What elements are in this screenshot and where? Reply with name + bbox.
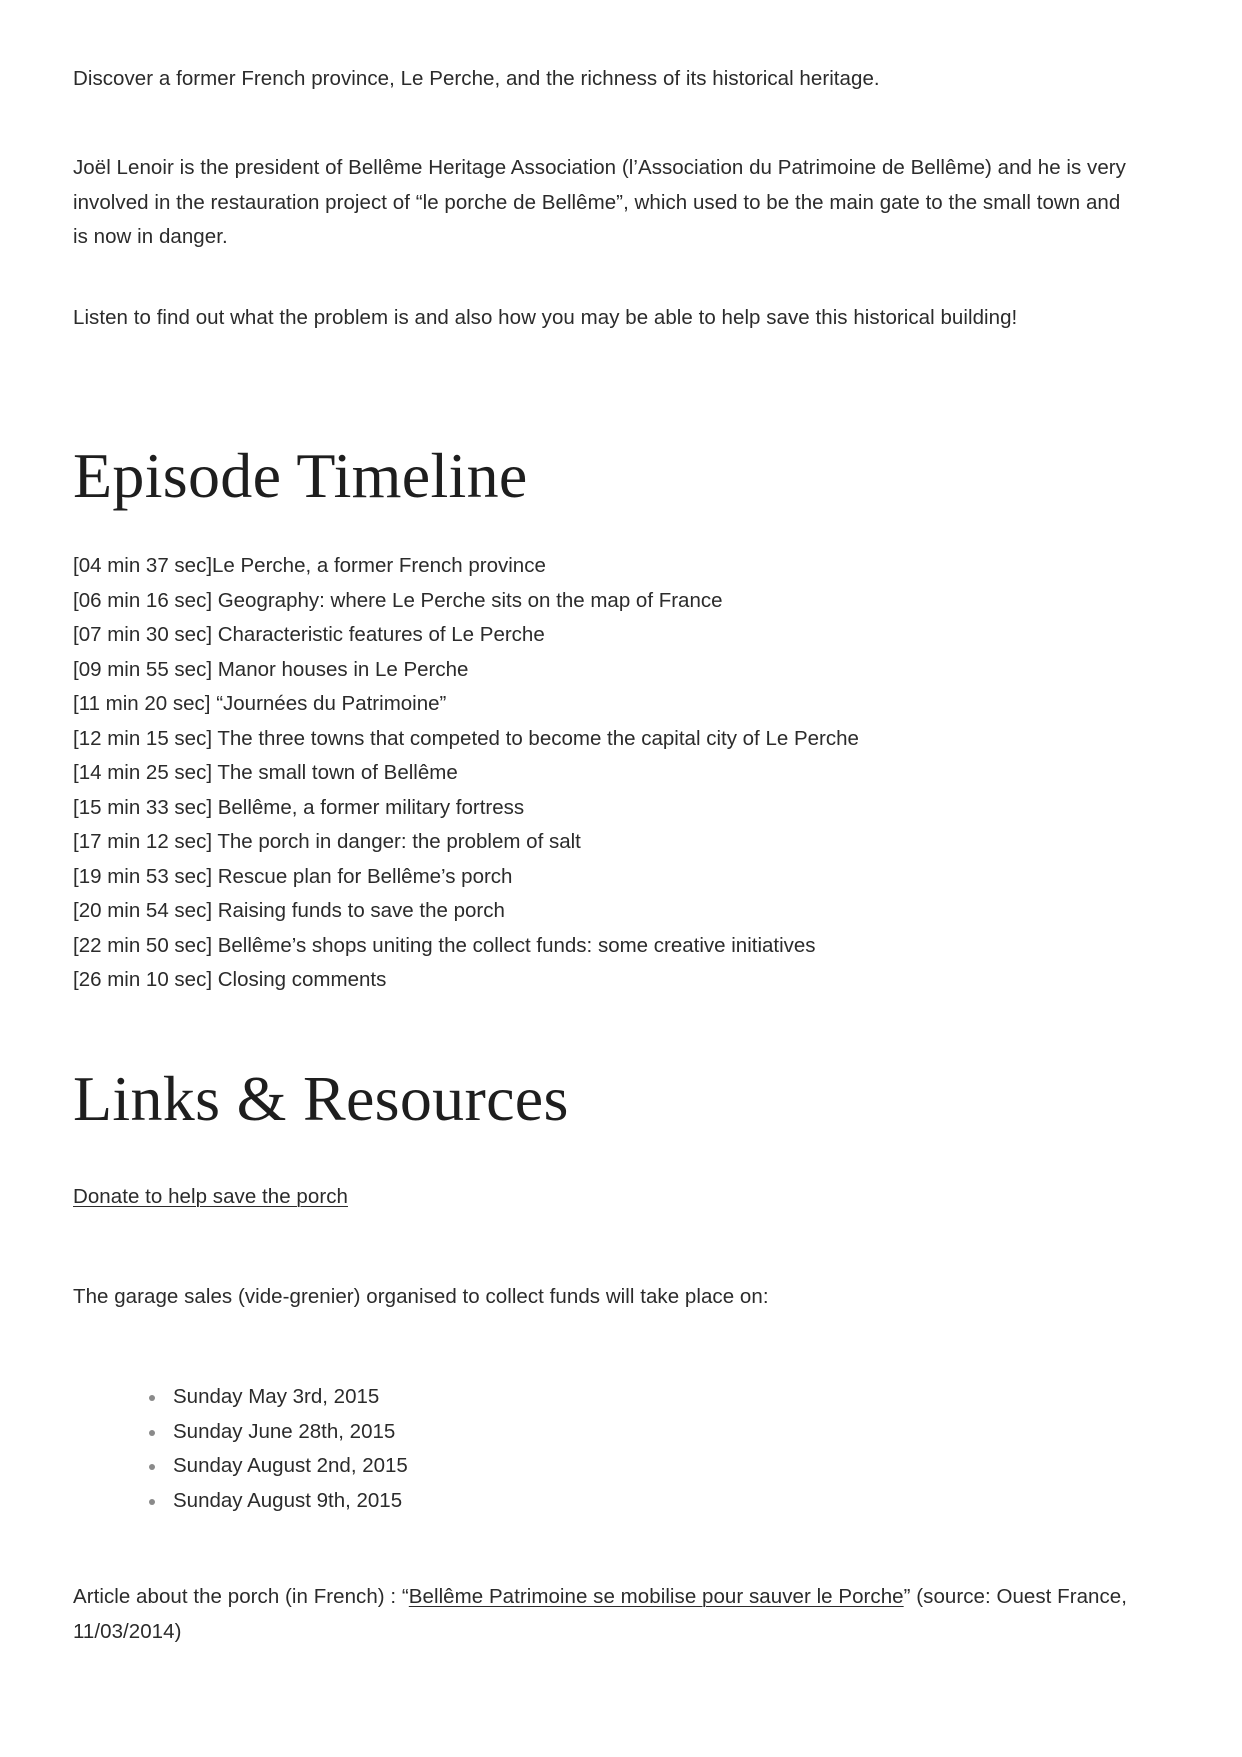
timeline-item: [09 min 55 sec] Manor houses in Le Perche [73,657,469,681]
timeline-item: [06 min 16 sec] Geography: where Le Perche sits on the map of France [73,588,723,612]
timeline-item: [11 min 20 sec] “Journées du Patrimoine” [73,692,447,715]
timeline-item: [12 min 15 sec] The three towns that competed to become the capital city of Le Perche [73,726,859,750]
intro-paragraph-1: Discover a former French province, Le Perche, and the richness of its historical heritage. [73,67,880,90]
list-item [173,1484,408,1519]
garage-sale-dates-list [73,1380,408,1518]
bullet-icon [149,1395,155,1401]
timeline-list [73,549,859,998]
article-link[interactable]: Bellême Patrimoine se mobilise pour sauver le Porche [408,1585,904,1608]
timeline-item: [14 min 25 sec] The small town of Bellême [73,761,458,784]
episode-timeline-heading: Episode Timeline [73,440,528,511]
article-reference [73,1580,1128,1649]
date-text: Sunday August 2nd, 2015 [173,1454,408,1477]
article-suffix: ” (source: Ouest France, 11/03/2014) [73,1585,1127,1643]
timeline-item: [26 min 10 sec] Closing comments [73,968,387,991]
timeline-item: [19 min 53 sec] Rescue plan for Bellême’s porch [73,864,513,888]
timeline-item: [22 min 50 sec] Bellême’s shops uniting the collect funds: some creative initiatives [73,933,816,957]
intro-paragraph-3: Listen to find out what the problem is and also how you may be able to help save this historical building! [73,306,1018,329]
links-resources-heading: Links & Resources [73,1063,569,1134]
timeline-item: [04 min 37 sec]Le Perche, a former French province [73,554,546,577]
donate-link[interactable]: Donate to help save the porch [73,1185,348,1208]
date-text: Sunday June 28th, 2015 [173,1419,396,1443]
timeline-item: [20 min 54 sec] Raising funds to save the porch [73,899,505,922]
date-text: Sunday August 9th, 2015 [173,1488,403,1512]
date-text: Sunday May 3rd, 2015 [173,1385,380,1408]
list-item [173,1415,408,1450]
bullet-icon [149,1430,155,1436]
donate-paragraph [73,1180,348,1215]
garage-sales-text: The garage sales (vide-grenier) organised to collect funds will take place on: [73,1285,769,1308]
timeline-item: [17 min 12 sec] The porch in danger: the problem of salt [73,830,581,853]
timeline-item: [15 min 33 sec] Bellême, a former military fortress [73,795,525,819]
bullet-icon [149,1499,155,1505]
article-prefix: Article about the porch (in French) : “ [73,1585,409,1608]
timeline-item: [07 min 30 sec] Characteristic features of Le Perche [73,623,545,646]
intro-paragraph-2: Joël Lenoir is the president of Bellême Heritage Association (l’Association du Patrimoine de Bellême) and he is very involved in the restauration project of “le porche de Bellême”, which used to be the main gate to the small town and is now in danger. [73,156,1126,248]
list-item [173,1449,408,1484]
list-item [173,1380,408,1415]
bullet-icon [149,1464,155,1470]
